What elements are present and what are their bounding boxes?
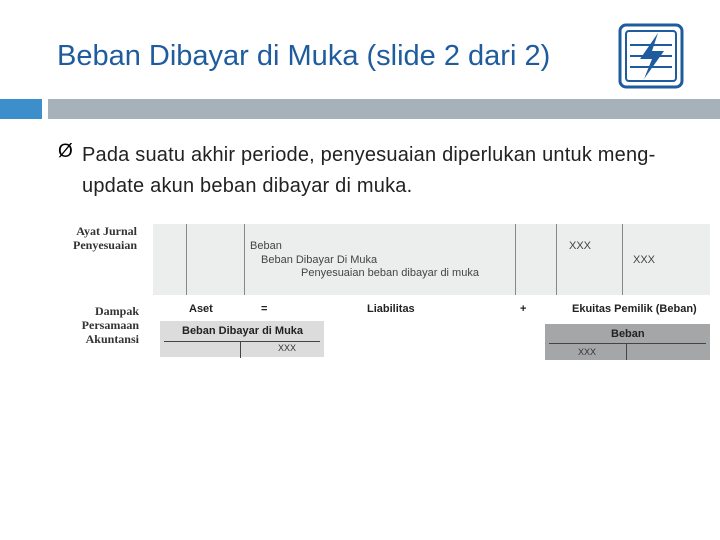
t-account-expense-divider [626,343,627,360]
accent-bar [0,99,42,119]
t-account-prepaid-rule [164,341,320,342]
journal-debit-divider [556,224,557,295]
journal-label: Ayat Jurnal Penyesuaian [72,224,137,252]
bullet-text: Pada suatu akhir periode, penyesuaian diperlukan untuk meng-update akun beban dibayar di muka. [82,144,656,197]
journal-ref-divider [515,224,516,295]
journal-entry-box [153,224,710,295]
equation-plus: + [520,303,527,315]
journal-description: Penyesuaian beban dibayar di muka [301,267,479,279]
equation-liabilities: Liabilitas [367,303,415,315]
t-account-prepaid-divider [240,341,241,358]
journal-account-divider [244,224,245,295]
t-account-expense-title: Beban [611,328,645,340]
equation-equals: = [261,303,268,315]
journal-debit-amount: XXX [569,240,592,252]
header-divider-bar [48,99,720,119]
journal-credit-divider [622,224,623,295]
t-account-expense-debit: XXX [578,347,597,357]
slide-title: Beban Dibayar di Muka (slide 2 dari 2) [57,40,551,72]
journal-date-divider [186,224,187,295]
t-account-expense-rule [549,343,706,344]
bullet-arrow-icon: Ø [58,141,73,162]
journal-credit-amount: XXX [633,254,656,266]
equation-effect-label: Dampak Persamaan Akuntansi [81,304,139,346]
equation-equity: Ekuitas Pemilik (Beban) [572,303,697,315]
journal-credit-account: Beban Dibayar Di Muka [261,254,378,266]
t-account-prepaid-title: Beban Dibayar di Muka [182,325,304,337]
equation-assets: Aset [189,303,213,315]
publisher-logo-icon [618,23,684,89]
journal-debit-account: Beban [250,240,282,252]
t-account-prepaid-credit: XXX [278,343,297,353]
